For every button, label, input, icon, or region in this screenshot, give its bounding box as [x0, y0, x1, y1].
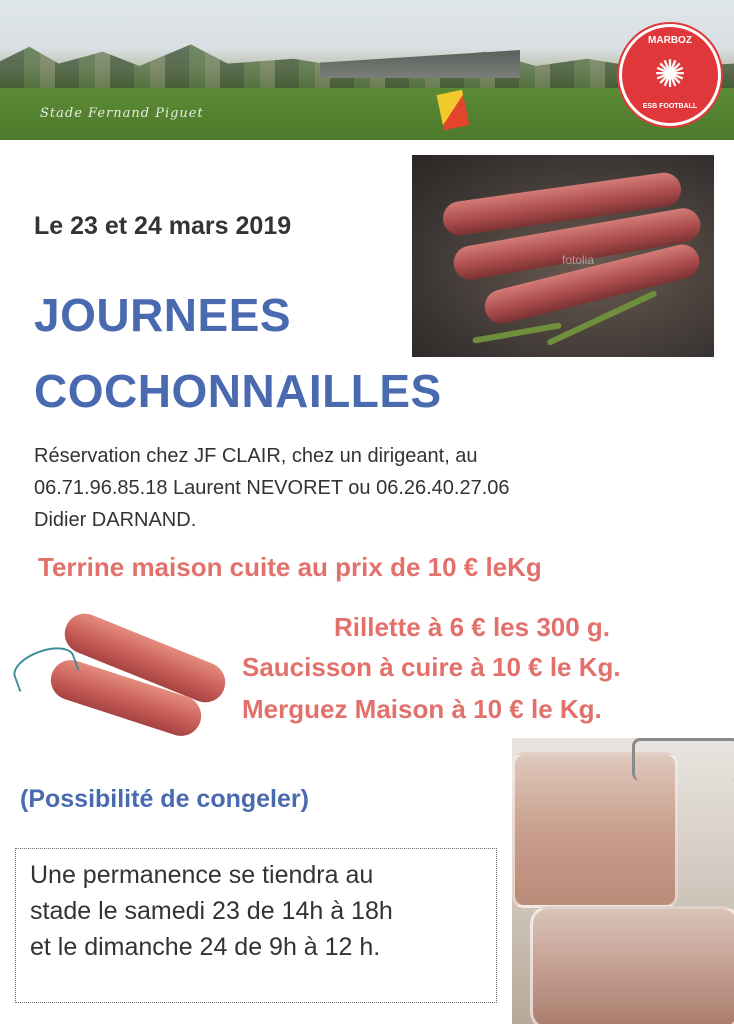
- jar-clasp: [632, 738, 734, 781]
- permanence-line: Une permanence se tiendra au: [30, 861, 374, 889]
- club-logo: [619, 24, 721, 126]
- jar: [530, 906, 734, 1024]
- price-merguez: Merguez Maison à 10 € le Kg.: [242, 694, 602, 724]
- event-date: Le 23 et 24 mars 2019: [34, 212, 292, 240]
- grandstand: [320, 50, 520, 78]
- star-icon: ✺: [654, 54, 686, 96]
- freeze-note: (Possibilité de congeler): [20, 785, 309, 813]
- price-rillette: Rillette à 6 € les 300 g.: [334, 612, 611, 642]
- event-title-line2: COCHONNAILLES: [34, 365, 442, 417]
- stadium-name: Stade Fernand Piguet: [40, 106, 204, 121]
- reservation-line: 06.71.96.85.18 Laurent NEVORET ou 06.26.40.27.06: [34, 477, 510, 499]
- reservation-line: Réservation chez JF CLAIR, chez un dirigeant, au: [34, 445, 478, 467]
- price-saucisson: Saucisson à cuire à 10 € le Kg.: [242, 652, 621, 682]
- permanence-box: [15, 848, 497, 1003]
- reservation-line: Didier DARNAND.: [34, 509, 197, 531]
- raw-sausages-photo: [12, 610, 234, 760]
- reservation-info: [34, 440, 674, 536]
- sausages-photo: [412, 155, 714, 357]
- terrine-jars-photo: [512, 738, 734, 1024]
- permanence-line: stade le samedi 23 de 14h à 18h: [30, 897, 393, 925]
- photo-watermark: fotolia: [562, 253, 595, 267]
- club-logo-name: MARBOZ: [648, 35, 692, 46]
- permanence-line: et le dimanche 24 de 9h à 12 h.: [30, 933, 381, 961]
- price-terrine: Terrine maison cuite au prix de 10 € leKg: [38, 552, 542, 582]
- club-logo-subtitle: ESB FOOTBALL: [642, 103, 698, 110]
- event-title-line1: JOURNEES: [34, 289, 292, 341]
